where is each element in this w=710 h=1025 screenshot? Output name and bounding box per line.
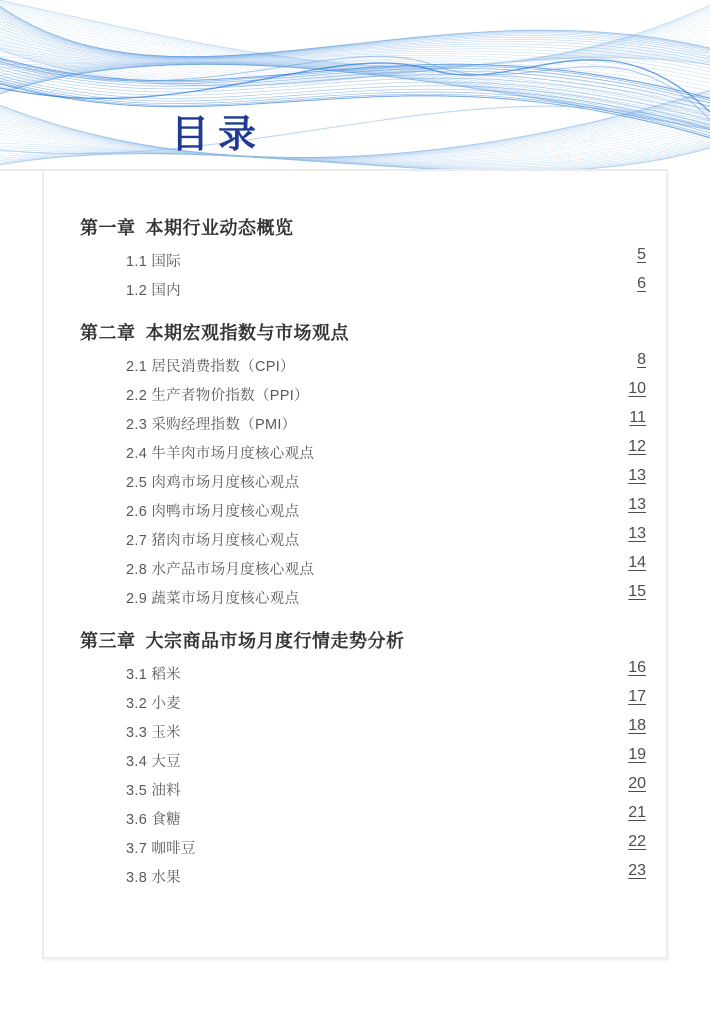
toc-item-page[interactable]: 23: [628, 862, 646, 879]
toc-item-page[interactable]: 8: [637, 351, 646, 368]
toc-item[interactable]: [126, 584, 646, 613]
toc-item[interactable]: [126, 805, 646, 834]
chapter-2-items: [126, 352, 646, 613]
toc-item-page[interactable]: 16: [628, 659, 646, 676]
toc-item[interactable]: [126, 776, 646, 805]
toc-item[interactable]: [126, 689, 646, 718]
toc-item-page[interactable]: 13: [628, 467, 646, 484]
toc-item-label: 3.1 稻米: [126, 667, 181, 683]
toc-item-label: 2.3 采购经理指数（PMI）: [126, 417, 297, 433]
toc-item-page[interactable]: 13: [628, 525, 646, 542]
toc-item-label: 1.2 国内: [126, 283, 181, 299]
toc-item[interactable]: [126, 526, 646, 555]
page-title: 目录: [171, 114, 266, 156]
toc-item-label: 2.9 蔬菜市场月度核心观点: [126, 591, 300, 607]
chapter-number: 第一章: [80, 218, 136, 238]
toc-item[interactable]: [126, 718, 646, 747]
toc-item-page[interactable]: 15: [628, 583, 646, 600]
toc-item-page[interactable]: 17: [628, 688, 646, 705]
toc-item[interactable]: [126, 468, 646, 497]
chapter-title: 大宗商品市场月度行情走势分析: [145, 631, 405, 651]
toc-item-page[interactable]: 20: [628, 775, 646, 792]
toc-item[interactable]: [126, 352, 646, 381]
toc-item-label: 1.1 国际: [126, 254, 181, 270]
toc-item-label: 2.7 猪肉市场月度核心观点: [126, 533, 300, 549]
toc-item-label: 2.8 水产品市场月度核心观点: [126, 562, 315, 578]
wave-decoration: [0, 0, 710, 170]
toc-item[interactable]: [126, 381, 646, 410]
toc-item-page[interactable]: 13: [628, 496, 646, 513]
toc-item-label: 3.2 小麦: [126, 696, 181, 712]
toc-item[interactable]: [126, 247, 646, 276]
toc-item[interactable]: [126, 555, 646, 584]
toc-item[interactable]: [126, 863, 646, 892]
toc-item[interactable]: [126, 747, 646, 776]
toc-item-label: 3.5 油料: [126, 783, 181, 799]
chapter-heading-1: [80, 216, 646, 241]
toc-item-page[interactable]: 12: [628, 438, 646, 455]
toc-item-page[interactable]: 5: [637, 246, 646, 263]
toc-item-label: 2.1 居民消费指数（CPI）: [126, 359, 295, 375]
toc-item[interactable]: [126, 439, 646, 468]
toc-item-label: 3.3 玉米: [126, 725, 181, 741]
chapter-title: 本期宏观指数与市场观点: [145, 323, 349, 343]
toc-item-page[interactable]: 11: [629, 409, 646, 426]
toc-item-page[interactable]: 14: [628, 554, 646, 571]
toc-item-page[interactable]: 10: [628, 380, 646, 397]
toc-item[interactable]: [126, 834, 646, 863]
toc-item-label: 3.8 水果: [126, 870, 181, 886]
toc-item-page[interactable]: 6: [637, 275, 646, 292]
chapter-heading-3: [80, 629, 646, 654]
toc-item[interactable]: [126, 497, 646, 526]
chapter-3-items: [126, 660, 646, 892]
toc-item[interactable]: [126, 410, 646, 439]
toc-item-label: 2.2 生产者物价指数（PPI）: [126, 388, 309, 404]
toc-item-label: 3.7 咖啡豆: [126, 841, 196, 857]
toc-item-label: 2.6 肉鸭市场月度核心观点: [126, 504, 300, 520]
chapter-title: 本期行业动态概览: [145, 218, 294, 238]
chapter-number: 第二章: [80, 323, 136, 343]
toc-item[interactable]: [126, 660, 646, 689]
toc-item[interactable]: [126, 276, 646, 305]
toc-item-page[interactable]: 19: [628, 746, 646, 763]
chapter-heading-2: [80, 321, 646, 346]
toc-item-label: 3.6 食糖: [126, 812, 181, 828]
toc-item-page[interactable]: 21: [628, 804, 646, 821]
toc-item-label: 2.4 牛羊肉市场月度核心观点: [126, 446, 315, 462]
toc-box: [42, 169, 668, 959]
chapter-number: 第三章: [80, 631, 136, 651]
toc-item-page[interactable]: 18: [628, 717, 646, 734]
toc-item-label: 2.5 肉鸡市场月度核心观点: [126, 475, 300, 491]
toc-item-label: 3.4 大豆: [126, 754, 181, 770]
top-rule: [0, 169, 44, 171]
toc-item-page[interactable]: 22: [628, 833, 646, 850]
chapter-1-items: [126, 247, 646, 305]
